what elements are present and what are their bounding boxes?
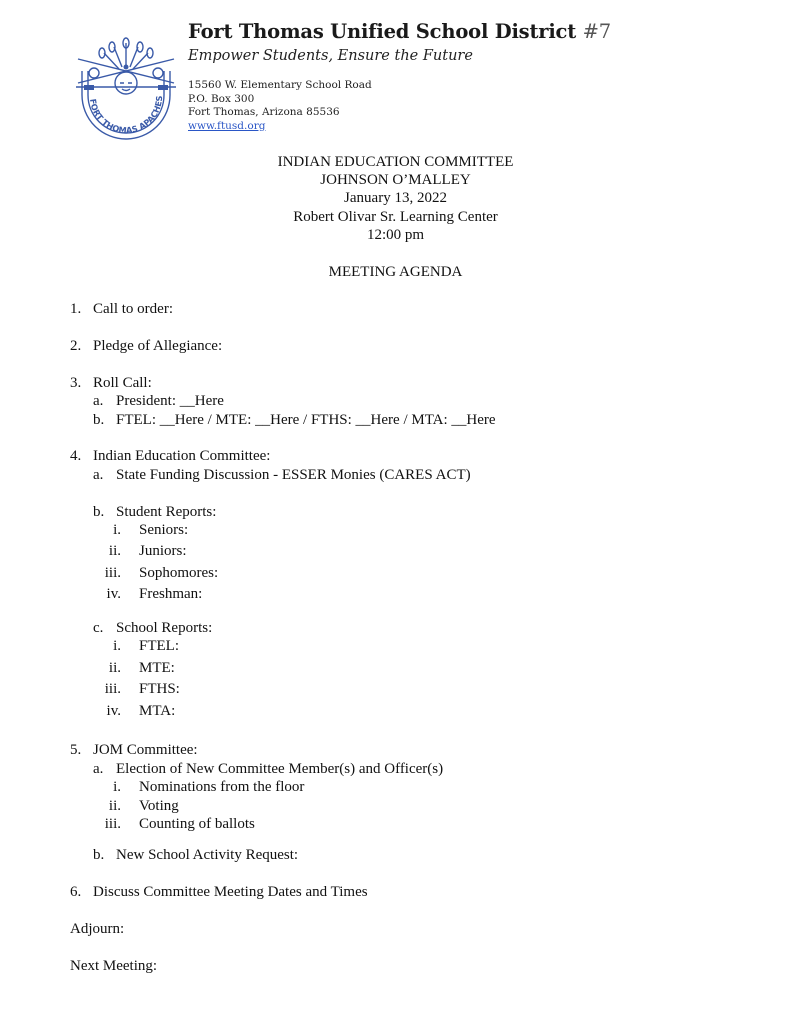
- item-4c-i-text: FTEL:: [139, 638, 179, 654]
- item-1-number: 1.: [70, 301, 82, 317]
- item-5a-i-text: Nominations from the floor: [139, 779, 305, 795]
- committee-title: INDIAN EDUCATION COMMITTEE: [277, 154, 514, 170]
- district-name: Fort Thomas Unified School District: [188, 20, 577, 43]
- item-4b-ii-text: Juniors:: [139, 543, 187, 559]
- meeting-date: January 13, 2022: [344, 190, 447, 206]
- item-5a-iii-text: Counting of ballots: [139, 816, 255, 832]
- item-4c-i-number: i.: [113, 638, 121, 654]
- item-5a-letter: a.: [93, 761, 104, 777]
- item-4b-iii-text: Sophomores:: [139, 565, 219, 581]
- item-5a-text: Election of New Committee Member(s) and Officer(s): [116, 761, 444, 777]
- item-4c-iii-number: iii.: [104, 681, 121, 697]
- district-number: #7: [582, 20, 611, 43]
- item-5a-i-number: i.: [113, 779, 121, 795]
- item-4c-letter: c.: [93, 620, 104, 636]
- item-5a-iii-number: iii.: [104, 816, 121, 832]
- item-4b-iii-number: iii.: [104, 565, 121, 581]
- item-4c-ii-number: ii.: [108, 660, 121, 676]
- item-4c-iii-text: FTHS:: [139, 681, 180, 697]
- item-4c-text: School Reports:: [116, 620, 213, 636]
- item-4b-text: Student Reports:: [116, 504, 217, 520]
- item-4b-ii-number: ii.: [108, 543, 121, 559]
- district-tagline: Empower Students, Ensure the Future: [188, 48, 473, 64]
- item-5b-letter: b.: [93, 847, 105, 863]
- item-2-number: 2.: [70, 338, 82, 354]
- next-meeting-label: Next Meeting:: [70, 958, 158, 974]
- item-4-number: 4.: [70, 448, 82, 464]
- district-address: [188, 79, 372, 133]
- item-4b-i-number: i.: [113, 522, 121, 538]
- item-4b-iv-number: iv.: [106, 586, 121, 602]
- address-line-2: P.O. Box 300: [188, 92, 255, 105]
- item-3b-letter: b.: [93, 412, 105, 428]
- item-3b-text: FTEL: __Here / MTE: __Here / FTHS: __Here / MTA: __Here: [116, 412, 496, 428]
- item-5b-text: New School Activity Request:: [116, 847, 299, 863]
- item-5-text: JOM Committee:: [93, 742, 198, 758]
- address-line-3: Fort Thomas, Arizona 85536: [188, 106, 340, 118]
- item-4b-letter: b.: [93, 504, 105, 520]
- item-4b-i-text: Seniors:: [139, 522, 189, 538]
- item-5a-ii-number: ii.: [108, 798, 121, 814]
- item-3a-letter: a.: [93, 393, 104, 409]
- district-seal-logo: [74, 37, 178, 141]
- website-link[interactable]: www.ftusd.org: [188, 119, 266, 132]
- item-6-text: Discuss Committee Meeting Dates and Times: [93, 884, 368, 900]
- adjourn-label: Adjourn:: [70, 921, 125, 937]
- address-line-1: 15560 W. Elementary School Road: [188, 79, 372, 91]
- item-4c-iv-number: iv.: [106, 703, 121, 719]
- item-6-number: 6.: [70, 884, 82, 900]
- meeting-time: 12:00 pm: [366, 227, 425, 243]
- item-5-number: 5.: [70, 742, 82, 758]
- item-3a-text: President: __Here: [116, 393, 224, 409]
- meeting-location: Robert Olivar Sr. Learning Center: [293, 209, 498, 225]
- item-4c-iv-text: MTA:: [139, 703, 176, 719]
- item-4b-iv-text: Freshman:: [139, 586, 203, 602]
- item-1-text: Call to order:: [93, 301, 173, 317]
- item-4a-letter: a.: [93, 467, 104, 483]
- item-3-number: 3.: [70, 375, 82, 391]
- item-4a-text: State Funding Discussion - ESSER Monies (CARES ACT): [116, 467, 471, 483]
- item-4c-ii-text: MTE:: [139, 660, 175, 676]
- item-3-text: Roll Call:: [93, 375, 152, 391]
- item-5a-ii-text: Voting: [139, 798, 179, 814]
- item-4-text: Indian Education Committee:: [93, 448, 271, 464]
- item-2-text: Pledge of Allegiance:: [93, 338, 223, 354]
- subcommittee-title: JOHNSON O’MALLEY: [320, 172, 471, 188]
- agenda-title: MEETING AGENDA: [328, 264, 463, 280]
- district-name-heading: [188, 20, 611, 43]
- seal-text: FORT THOMAS APACHES: [87, 95, 165, 136]
